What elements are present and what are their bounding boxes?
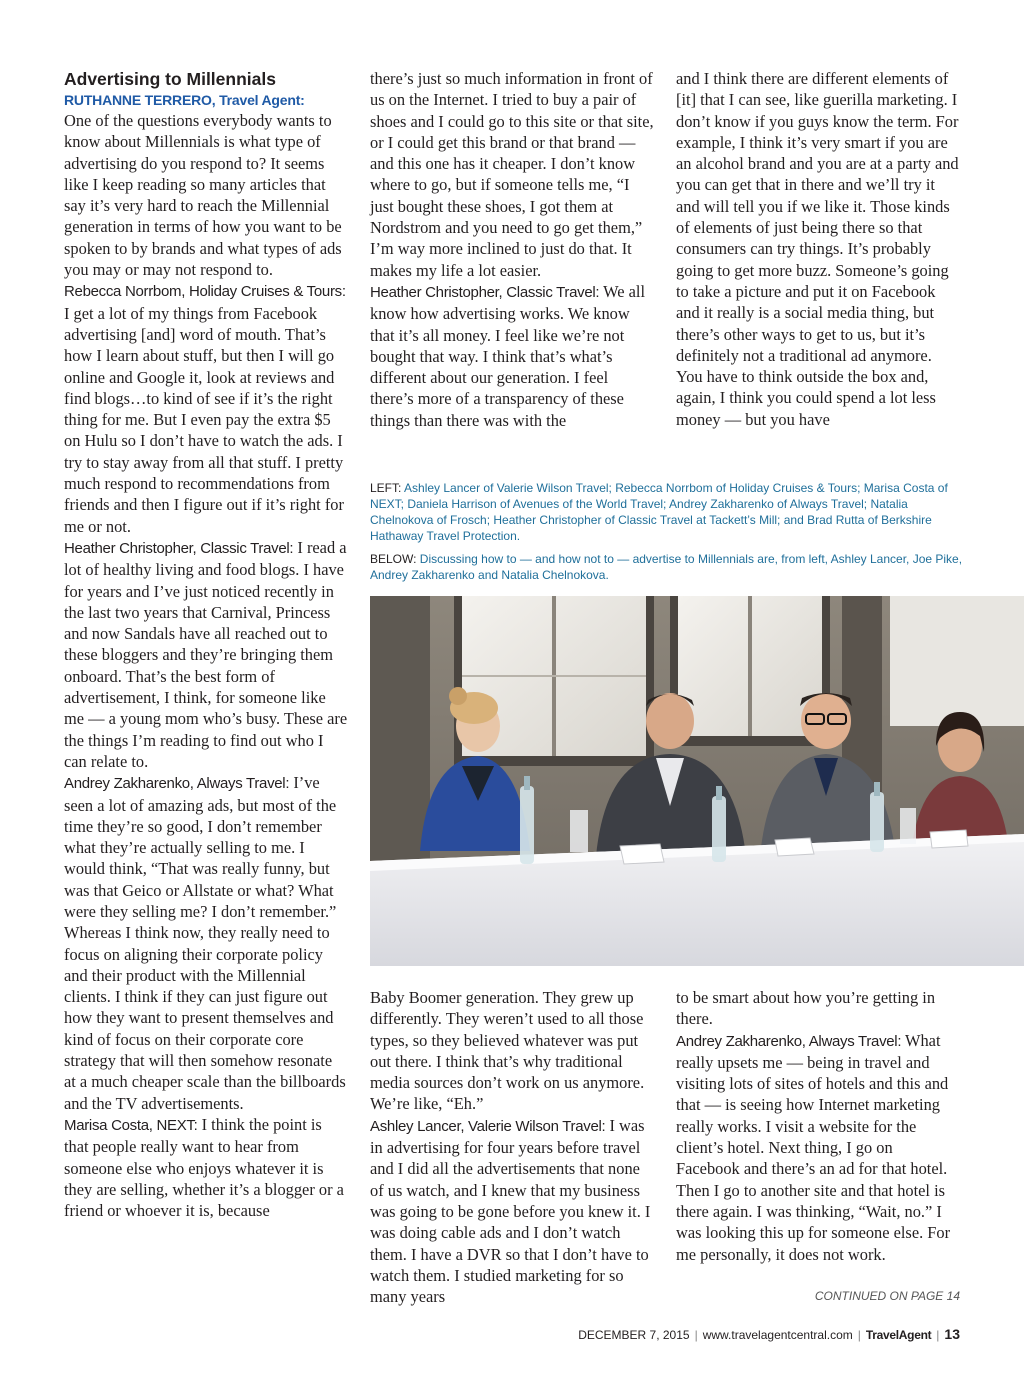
speaker-name: Andrey Zakharenko, Always Travel: [64,775,290,793]
caption-below-text: Discussing how to — and how not to — advertise to Millennials are, from left, Ashley Lancer, Joe Pike, Andrey Zakharenko and Natalia Chelnokova. [370,552,963,582]
paragraph [676,68,960,430]
photo-captions [370,480,970,590]
caption-left [370,480,970,544]
article-column-1 [64,68,348,1221]
paragraph [676,1030,960,1265]
column-body [676,68,960,430]
column-body [676,987,960,1265]
footer-url[interactable]: www.travelagentcentral.com [702,1328,853,1342]
byline: RUTHANNE TERRERO, Travel Agent: [64,92,305,108]
paragraph [64,1114,348,1221]
paragraph [64,537,348,772]
paragraph-text: and I think there are different elements of [it] that I can see, like guerilla marketing. I don’t know if you guys know the term. For example, I think it’s very smart if you are an alcohol brand and you are at a party and you can get that in there and we’ll try it and will tell you if we like it. Those kinds of elements of just being there so that consumers can try things. It’s probably going to get more buzz. Someone’s going to take a picture and put it on Facebook and it really is a social media thing, but there’s other ways to get to us, but it’s definitely not a traditional ad anymore. You have to think outside the box and, again, I think you could spend a lot less money — but you have [676,69,959,429]
caption-below [370,551,970,583]
paragraph [370,1115,654,1308]
speaker-name: Andrey Zakharenko, Always Travel: [676,1032,902,1050]
column-body [64,110,348,1221]
footer-date: DECEMBER 7, 2015 [578,1328,690,1342]
paragraph-text: I get a lot of my things from Facebook advertising [and] word of mouth. That’s how I learn about stuff, but then I will go online and Google it, look at reviews and find blogs…to kind of see if it’s the right thing for me. But I even pay the extra $5 on Hulu so I don’t have to watch the ads. I try to stay away from all that stuff. I pretty much respond to recommendations from friends and then I figure out if it’s right for me or not. [64,303,344,536]
caption-left-tag: LEFT: [370,481,402,495]
paragraph [64,110,348,280]
speaker-name: Heather Christopher, Classic Travel: [370,283,600,301]
footer-brand: TravelAgent [865,1328,932,1342]
paragraph-text: What really upsets me — being in travel and visiting lots of sites of hotels and this and that — is seeing how Internet marketing really works. I visit a website for the client’s hotel. Next thing, I go on Facebook and there’s an ad for that hotel. Then I go to another site and that hotel is there again. I was thinking, “Wait, no.” I was looking this up for someone else. For me personally, it does not work. [676,1030,951,1264]
article-column-3 [676,68,960,430]
paragraph-text: I read a lot of healthy living and food blogs. I have for years and I’ve just noticed recently in the last two years that Carnival, Princess and now Sandals have all reached out to these bloggers and they’re bringing them onboard. That’s the best form of advertisement, I think, for someone like me — a young mom who’s busy. These are the things I’m reading to find out who I can relate to. [64,537,348,771]
paragraph-text: We all know how advertising works. We know that it’s all money. I feel like we’re not bought that way. I think that’s what’s different about our generation. I feel there’s more of a transparency of these things than there was with the [370,281,646,430]
article-column-2 [370,68,654,431]
continued-note: CONTINUED ON PAGE 14 [814,1289,960,1303]
paragraph-text: there’s just so much information in front of us on the Internet. I tried to buy a pair of shoes and I could go to this site or that site, or I could get this brand or that brand — and this one has it cheaper. I don’t know where to go, but if someone tells me, “I just bought these shoes, I got them at Nordstrom and you need to go get them,” I’m way more inclined to just do that. It makes my life a lot easier. [370,69,654,280]
caption-left-text: Ashley Lancer of Valerie Wilson Travel; Rebecca Norrbom of Holiday Cruises & Tours; Marisa Costa of NEXT; Daniela Harrison of Avenues of the World Travel; Andrey Zakharenko of Always Travel; Natalia Chelnokova of Frosch; Heather Christopher of Classic Travel at Tackett’s Mill; and Brad Rutta of Berkshire Hathaway Travel Protection. [370,481,948,543]
paragraph-text: I think the point is that people really want to hear from someone else who enjoys whatever it is they are selling, whether it’s a blogger or a friend or whoever it is, because [64,1114,344,1221]
paragraph [370,68,654,281]
paragraph [64,280,348,537]
photo-illustration [370,596,1024,966]
speaker-name: Rebecca Norrbom, Holiday Cruises & Tours: [64,283,346,301]
column-body [370,68,654,431]
page-footer: DECEMBER 7, 2015 | www.travelagentcentral.com | TravelAgent | 13 [578,1326,960,1342]
article-heading: Advertising to Millennials [64,69,276,89]
speaker-name: Ashley Lancer, Valerie Wilson Travel: [370,1117,606,1135]
speaker-name: Marisa Costa, NEXT: [64,1116,198,1134]
page-number: 13 [944,1326,960,1342]
paragraph-text: to be smart about how you’re getting in there. [676,988,936,1029]
paragraph [676,987,960,1030]
paragraph-text: I was in advertising for four years before travel and I did all the advertisements that none of us watch, and I knew that my business was going to be gone before you knew it. I was doing cable ads and I don’t watch them. I have a DVR so that I don’t have to watch them. I studied marketing for so many years [370,1115,651,1307]
paragraph-text: One of the questions everybody wants to know about Millennials is what type of advertising do you respond to? It seems like I keep reading so many articles that say it’s very hard to reach the Millennial generation in terms of how you want to be spoken to by brands and what types of ads you may or may not respond to. [64,111,342,280]
paragraph [64,772,348,1114]
paragraph-text: Baby Boomer generation. They grew up differently. They weren’t used to all those types, so they believed whatever was put out there. I think that’s why traditional media sources don’t work on us anymore. We’re like, “Eh.” [370,988,645,1114]
panel-discussion-photo [370,596,1024,966]
paragraph [370,987,654,1115]
speaker-name: Heather Christopher, Classic Travel: [64,539,294,557]
column-body [370,987,654,1307]
paragraph [370,281,654,431]
article-column-2-lower [370,987,654,1307]
paragraph-text: I’ve seen a lot of amazing ads, but most of the time they’re so good, I don’t remember what they’re actually selling to me. I would think, “That was really funny, but was that Geico or Allstate or what? What were they selling me? I don’t remember.” Whereas I think now, they really need to focus on aligning their corporate policy and their product with the Millennial clients. I think if they can just figure out how they want to present themselves and kind of focus on their corporate core strategy that will then somehow resonate at a much cheaper scale than the billboards and the TV advertisements. [64,773,346,1113]
caption-below-tag: BELOW: [370,552,417,566]
article-column-3-lower [676,987,960,1265]
